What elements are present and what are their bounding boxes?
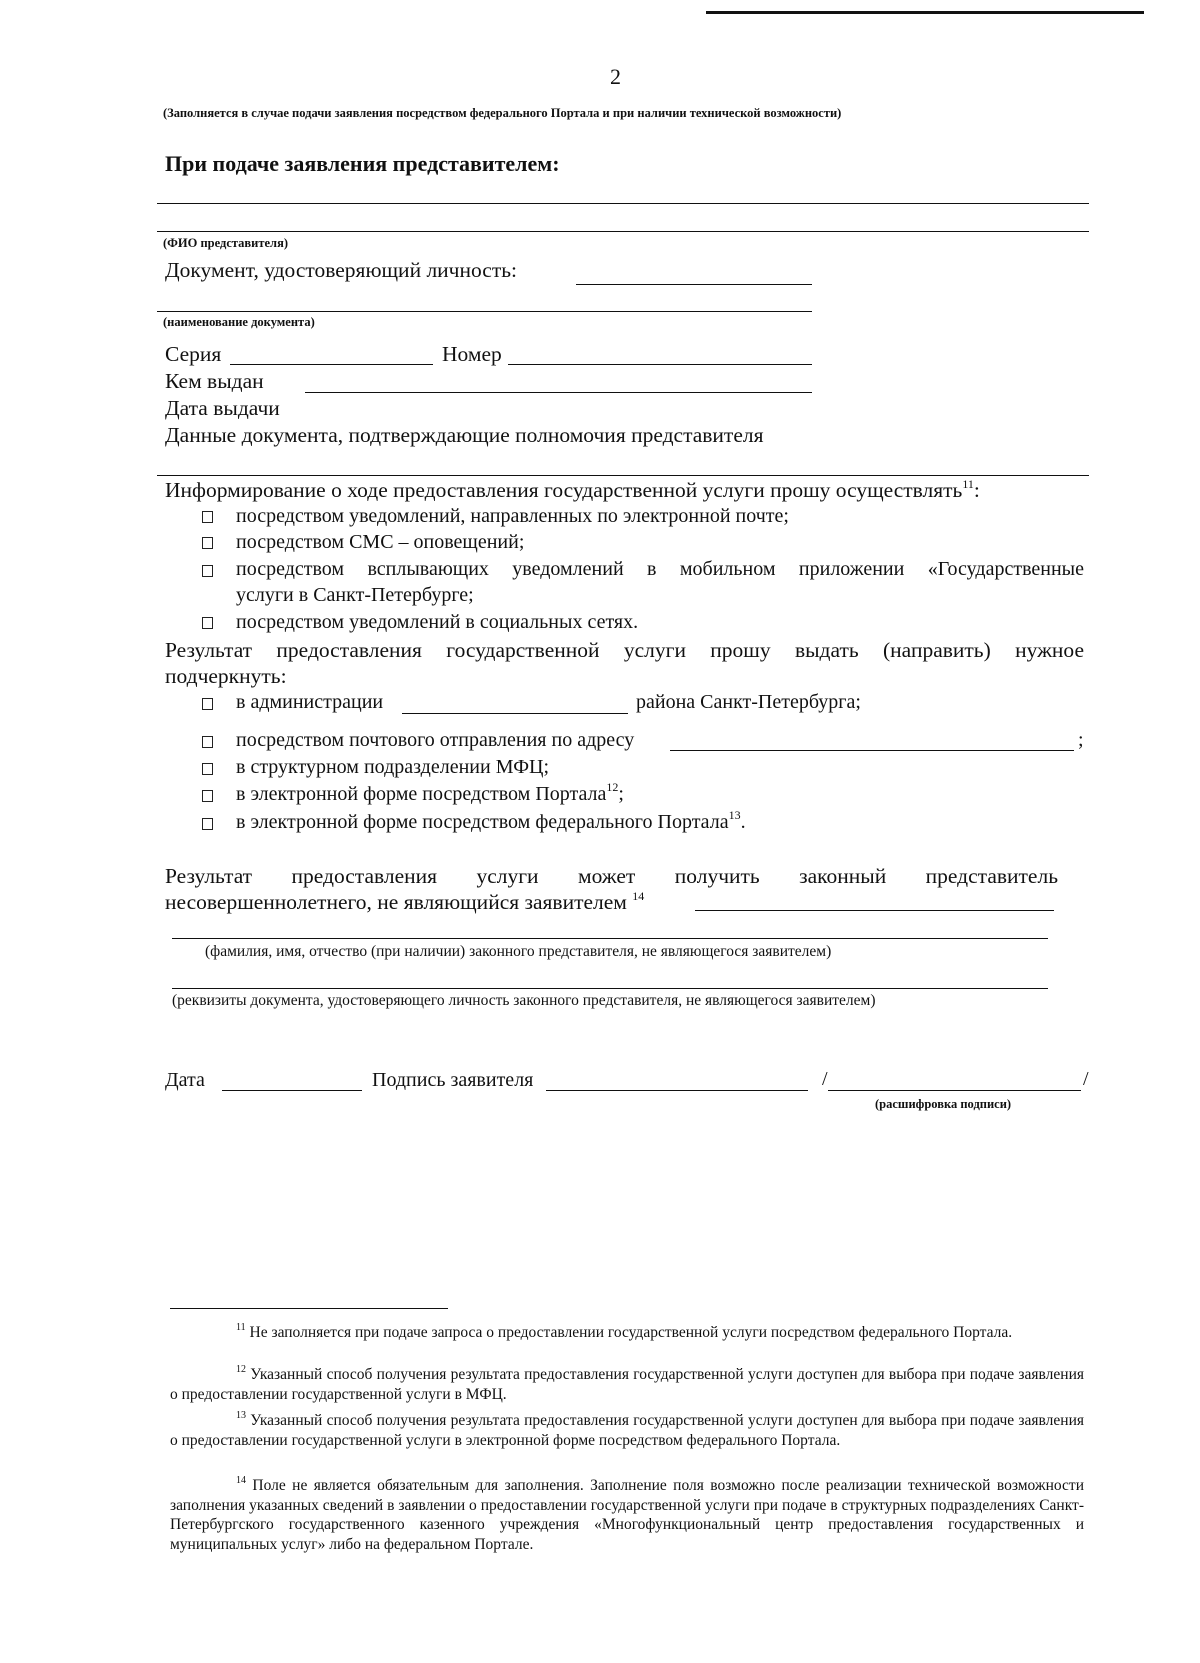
checkbox-email[interactable] — [202, 511, 213, 523]
fio-caption: (ФИО представителя) — [163, 236, 288, 250]
inform-text — [165, 478, 980, 503]
result-option-post: посредством почтового отправления по адресу — [236, 729, 635, 751]
footnote-14-text: Поле не является обязательным для заполнения. Заполнение поля возможно после реализации технической возможности заполнения указанных сведений в заявлении о предоставлении государственной услуги при подаче в структурных подразделениях Санкт-Петербургского государственного казенного учреждения «Многофункциональный центр предоставления государственных и муниципальных услуг» либо на федеральном Портале. — [170, 1477, 1084, 1553]
result-option-portal-end: ; — [618, 783, 624, 805]
fio-line-2[interactable] — [157, 231, 1089, 232]
footnote-13 — [170, 1411, 1084, 1450]
result-option-admin-prefix: в администрации — [236, 691, 384, 713]
authority-field[interactable] — [157, 475, 1089, 476]
footnote-12-text: Указанный способ получения результата предоставления государственной услуги доступен для выбора при подаче заявления о предоставлении государственной услуги в МФЦ. — [170, 1366, 1084, 1403]
date-field[interactable] — [222, 1090, 362, 1091]
issued-by-label: Кем выдан — [165, 369, 264, 393]
result-option-portal-text: в электронной форме посредством Портала — [236, 783, 607, 805]
district-field[interactable] — [402, 713, 628, 714]
issue-date-label: Дата выдачи — [165, 396, 280, 420]
id-document-label: Документ, удостоверяющий личность: — [165, 258, 517, 282]
legal-rep-doc-caption: (реквизиты документа, удостоверяющего личность законного представителя, не являющегося заявителем) — [172, 992, 876, 1009]
inform-option-mobile-app-cont: услуги в Санкт-Петербурге; — [236, 584, 474, 606]
inform-colon: : — [973, 478, 980, 502]
footnote-12 — [170, 1365, 1084, 1404]
footnote-12-num: 12 — [236, 1364, 246, 1375]
top-rule — [706, 11, 1144, 14]
date-label: Дата — [165, 1069, 205, 1091]
checkbox-post[interactable] — [202, 736, 213, 748]
footnote-11 — [170, 1323, 1084, 1343]
inform-footnote-ref: 11 — [962, 477, 974, 491]
footnote-11-text: Не заполняется при подаче запроса о предоставлении государственной услуги посредством федерального Портала. — [249, 1324, 1013, 1341]
result-text-line1: Результат предоставления государственной услуги прошу выдать (направить) нужное — [165, 638, 1084, 662]
signature-label: Подпись заявителя — [372, 1069, 534, 1091]
issued-by-field[interactable] — [305, 392, 812, 393]
post-semicolon: ; — [1078, 729, 1084, 751]
number-label: Номер — [442, 342, 502, 366]
checkbox-administration[interactable] — [202, 698, 213, 710]
result-text-line2: подчеркнуть: — [165, 664, 287, 688]
legal-rep-name-field[interactable] — [172, 938, 1048, 939]
footnote-13-text: Указанный способ получения результата предоставления государственной услуги доступен для выбора при подаче заявления о предоставлении государственной услуги в электронной форме посредством федерального Портала. — [170, 1412, 1084, 1449]
signature-slash-close: / — [1083, 1068, 1089, 1090]
legal-rep-line1: Результат предоставления услуги может получить законный представитель — [165, 864, 1058, 888]
representative-heading: При подаче заявления представителем: — [165, 151, 560, 176]
checkbox-social[interactable] — [202, 617, 213, 629]
signature-slash-open: / — [822, 1068, 828, 1090]
id-document-field[interactable] — [576, 284, 812, 285]
signature-field[interactable] — [546, 1090, 808, 1091]
result-option-federal-end: . — [740, 811, 746, 833]
checkbox-portal[interactable] — [202, 790, 213, 802]
result-option-federal — [236, 808, 746, 834]
series-field[interactable] — [230, 364, 433, 365]
footnote-11-num: 11 — [236, 1322, 246, 1333]
post-address-field[interactable] — [670, 750, 1074, 751]
inform-option-social: посредством уведомлений в социальных сетях. — [236, 611, 639, 633]
result-option-mfc: в структурном подразделении МФЦ; — [236, 756, 550, 778]
inform-option-sms: посредством СМС – оповещений; — [236, 531, 525, 553]
legal-rep-line2-text: несовершеннолетнего, не являющийся заявителем — [165, 890, 627, 914]
federal-footnote-ref: 13 — [728, 808, 741, 822]
legal-rep-inline-field[interactable] — [695, 910, 1054, 911]
checkbox-mfc[interactable] — [202, 763, 213, 775]
fio-line-1[interactable] — [157, 203, 1089, 204]
legal-rep-footnote-ref: 14 — [632, 889, 645, 903]
header-note: (Заполняется в случае подачи заявления посредством федерального Портала и при наличии технической возможности) — [163, 106, 842, 120]
doc-name-line[interactable] — [157, 311, 812, 312]
footnote-separator — [170, 1308, 448, 1309]
result-option-admin-suffix: района Санкт-Петербурга; — [636, 691, 861, 713]
result-option-portal — [236, 780, 624, 806]
inform-option-mobile-app: посредством всплывающих уведомлений в мобильном приложении «Государственные — [236, 558, 1084, 580]
result-option-federal-text: в электронной форме посредством федерального Портала — [236, 811, 729, 833]
portal-footnote-ref: 12 — [606, 780, 619, 794]
footnote-14-num: 14 — [236, 1475, 246, 1486]
legal-rep-doc-field[interactable] — [172, 988, 1048, 989]
checkbox-sms[interactable] — [202, 537, 213, 549]
inform-text-body: Информирование о ходе предоставления государственной услуги прошу осуществлять — [165, 478, 963, 502]
page-number: 2 — [610, 64, 621, 89]
footnote-14 — [170, 1476, 1084, 1554]
inform-option-email: посредством уведомлений, направленных по электронной почте; — [236, 505, 789, 527]
checkbox-federal-portal[interactable] — [202, 818, 213, 830]
legal-rep-name-caption: (фамилия, имя, отчество (при наличии) законного представителя, не являющегося заявителем) — [205, 943, 832, 960]
series-label: Серия — [165, 342, 222, 366]
number-field[interactable] — [508, 364, 812, 365]
checkbox-mobile-app[interactable] — [202, 565, 213, 577]
authority-label: Данные документа, подтверждающие полномочия представителя — [165, 423, 764, 447]
signature-decoding-field[interactable] — [828, 1090, 1081, 1091]
legal-rep-line2 — [165, 890, 644, 915]
signature-caption: (расшифровка подписи) — [875, 1097, 1012, 1111]
doc-name-caption: (наименование документа) — [163, 315, 315, 329]
footnote-13-num: 13 — [236, 1410, 246, 1421]
